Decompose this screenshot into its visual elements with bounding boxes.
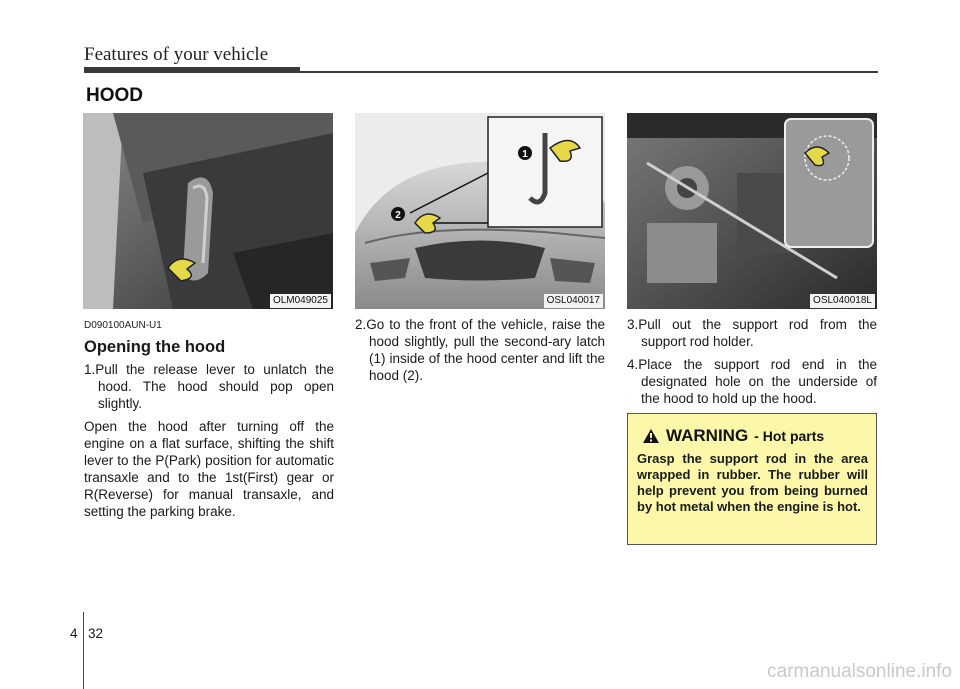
step-4: 4.Place the support rod end in the designated hole on the underside of the hood to hold up the hood. — [627, 357, 877, 406]
callout-1: 1 — [522, 149, 528, 160]
figure-code: OLM049025 — [270, 294, 331, 308]
column-2 — [355, 316, 605, 390]
figure-support-rod — [627, 113, 877, 309]
callout-2: 2 — [395, 210, 401, 221]
subheading: Opening the hood — [84, 338, 226, 356]
warning-triangle-icon — [642, 428, 660, 444]
figure-code: OSL040017 — [544, 294, 603, 308]
figure-vehicle-front — [355, 113, 605, 309]
figure-code: OSL040018L — [810, 294, 875, 308]
header-rule-thin — [300, 71, 878, 73]
figure-release-lever — [83, 113, 333, 309]
column-3 — [627, 316, 877, 413]
warning-box — [627, 413, 877, 545]
document-code: D090100AUN-U1 — [84, 320, 162, 331]
step-2: 2.Go to the front of the vehicle, raise the hood slightly, pull the second-ary latch (1) inside of the hood center and lift the hood (2). — [355, 317, 605, 383]
chapter-number: 4 — [70, 626, 78, 641]
header-rule-thick — [84, 67, 300, 73]
warning-subtitle: - Hot parts — [754, 428, 825, 444]
warning-heading — [642, 426, 824, 446]
page-header-title: Features of your vehicle — [84, 44, 269, 65]
warning-body: Grasp the support rod in the area wrapped in rubber. The rubber will help prevent you from being burned by hot metal when the engine is hot. — [637, 451, 868, 514]
watermark: carmanualsonline.info — [767, 661, 952, 682]
page-number: 32 — [88, 626, 104, 641]
step-3: 3.Pull out the support rod from the support rod holder. — [627, 317, 877, 349]
section-title: HOOD — [86, 85, 143, 106]
warning-word: WARNING — [666, 426, 749, 445]
step-1: 1.Pull the release lever to unlatch the hood. The hood should pop open slightly. — [84, 362, 334, 411]
footer-divider — [83, 612, 84, 689]
intro-paragraph: Open the hood after turning off the engine on a flat surface, shifting the shift lever to the P(Park) position for automatic transaxle and to the 1st(First) gear or R(Reverse) for manual transaxle, and setting the parking brake. — [84, 419, 334, 519]
column-1 — [84, 317, 334, 520]
